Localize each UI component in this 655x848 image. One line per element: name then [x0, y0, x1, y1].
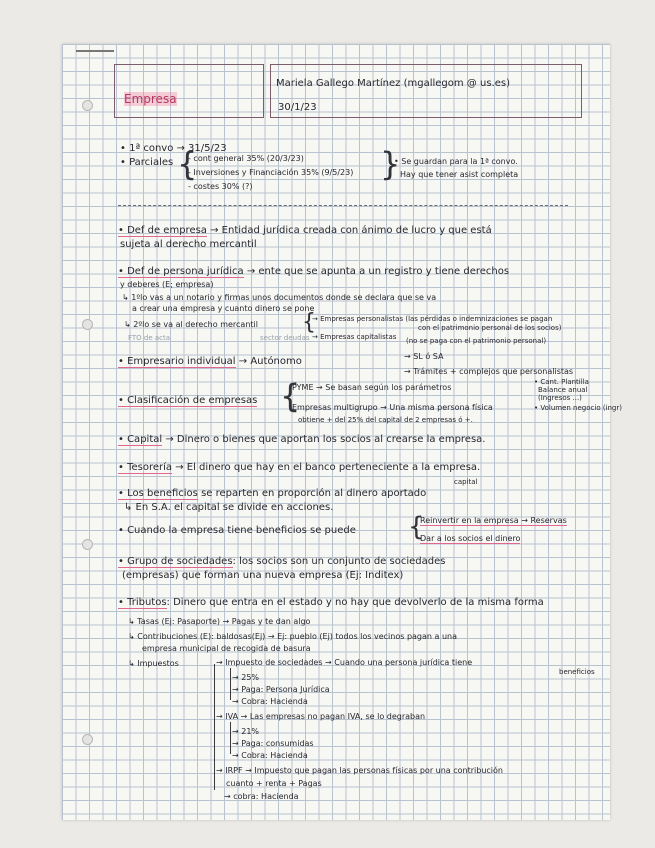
empresario-label: • Empresario individual [118, 356, 236, 367]
empresario-value: → Autónomo [238, 356, 302, 367]
tree-line [230, 668, 231, 700]
partial-item: - Inversiones y Financiación 35% (9/5/23) [188, 168, 354, 177]
partial-item: - cont general 35% (20/3/23) [188, 154, 304, 163]
subject-box [114, 64, 264, 118]
beneficios-text: ↳ En S.A. el capital se divide en acciones. [124, 502, 334, 513]
def-persona-text: ↳ 2ºlo se va al derecho mercantil [124, 320, 258, 329]
iva-line: → IVA → Las empresas no pagan IVA, se lo degraban [216, 712, 426, 721]
partials-label: • Parciales [120, 157, 174, 168]
clasificacion-multigrupo: obtiene + del 25% del capital de 2 empresas ó +. [298, 416, 473, 424]
tesoreria-label: • Tesorería [118, 462, 173, 473]
cuando-option: Reinvertir en la empresa → Reservas [420, 516, 567, 525]
persona-sl: → SL ó SA [404, 352, 444, 361]
pyme-note: • Cant. Plantilla [534, 378, 589, 386]
cuando-label: • Cuando la empresa tiene beneficios se puede [118, 525, 356, 536]
def-persona-text: ↳ 1ºlo vas a un notario y firmas unos documentos donde se declara que se va [122, 293, 437, 302]
first-exam-date: • 1ª convo → 31/5/23 [120, 143, 227, 154]
binder-hole [82, 539, 93, 550]
info-box [270, 64, 582, 118]
author-line: Mariela Gallego Martínez (mgallegom @ us.es) [276, 78, 510, 89]
persona-branch: con el patrimonio personal de los socios) [418, 324, 562, 332]
grupo-text: (empresas) que forman una nueva empresa (Ej: Inditex) [122, 570, 404, 581]
def-persona-text: a crear una empresa y cuanto dinero se pone [132, 304, 315, 313]
sociedades-note: beneficios [559, 668, 595, 676]
def-empresa-text: → Entidad jurídica creada con ánimo de lucro y que está [210, 225, 492, 236]
binder-hole [82, 319, 93, 330]
persona-branch: → Empresas personalistas (las pérdidas o indemnizaciones se pagan [312, 315, 553, 323]
tasas-line: ↳ Tasas (Ej: Pasaporte) → Pagas y te dan algo [128, 617, 311, 626]
separator [118, 205, 568, 206]
capital-text: → Dinero o bienes que aportan los socios al crearse la empresa. [165, 434, 486, 445]
brace: { [302, 310, 316, 335]
clasificacion-pyme: PYME → Se basan según los parámetros [292, 383, 452, 392]
def-persona-text: y deberes (E; empresa) [120, 280, 214, 289]
date-line: 30/1/23 [278, 102, 317, 113]
iva-detail: → Cobra: Hacienda [232, 751, 308, 760]
beneficios-label: • Los beneficios [118, 488, 198, 499]
impuestos-label: ↳ Impuestos [128, 659, 179, 668]
contribuciones-line: ↳ Contribuciones (E): baldosas(Ej) → Ej: pueblo (Ej) todos los vecinos pagan a una [128, 632, 458, 641]
binder-hole [82, 734, 93, 745]
clasificacion-label: • Clasificación de empresas [118, 395, 258, 406]
tributos-text: : Dinero que entra en el estado y no hay que devolverlo de la misma forma [166, 597, 544, 608]
tesoreria-text: → El dinero que hay en el banco perteneciente a la empresa. [175, 462, 481, 473]
def-persona-label: • Def de persona jurídica [118, 266, 244, 277]
clasificacion-multigrupo: Empresas multigrupo → Una misma persona física [292, 403, 493, 412]
irpf-detail: cuanto + renta + Pagas [226, 779, 322, 788]
sociedades-detail: → Paga: Persona Jurídica [232, 685, 330, 694]
binder-hole [82, 100, 93, 111]
capital-label: • Capital [118, 434, 163, 445]
brace: { [280, 377, 301, 415]
tree-line [230, 722, 231, 754]
persona-branch: → Empresas capitalistas [312, 333, 397, 341]
beneficios-insert: capital [454, 478, 478, 486]
tributos-label: • Tributos [118, 597, 167, 608]
iva-detail: → 21% [232, 727, 260, 736]
contribuciones-line: empresa municipal de recogida de basura [142, 644, 311, 653]
def-persona-text: → ente que se apunta a un registro y tiene derechos [246, 266, 510, 277]
persona-branch: (no se paga con el patrimonio personal) [406, 337, 547, 345]
pyme-note: Balance anual [538, 386, 588, 394]
sociedades-detail: → Cobra: Hacienda [232, 697, 308, 706]
brace-right: } [380, 145, 401, 183]
irpf-line: → IRPF → Impuesto que pagan las personas físicas por una contribución [216, 766, 503, 775]
beneficios-text: se reparten en proporción al dinero aportado [201, 488, 427, 499]
staple-mark [76, 50, 114, 52]
def-empresa-label: • Def de empresa [118, 225, 207, 236]
irpf-detail: → cobra: Hacienda [224, 792, 299, 801]
pyme-note: • Volumen negocio (ingr) [534, 404, 622, 412]
sociedades-line: → Impuesto de sociedades → Cuando una persona jurídica tiene [216, 658, 473, 667]
pyme-note: (Ingresos ...) [538, 394, 582, 402]
notebook-page [62, 44, 622, 820]
brace: { [408, 512, 425, 542]
faded-note: FTO de acta [128, 334, 171, 342]
partials-note: • Se guardan para la 1ª convo. [394, 157, 518, 166]
grupo-text: : los socios son un conjunto de sociedades [232, 556, 446, 567]
grupo-label: • Grupo de sociedades [118, 556, 233, 567]
tree-line [214, 664, 215, 790]
persona-tramites: → Trámites + complejos que personalistas [404, 367, 574, 376]
partial-item: - costes 30% (?) [188, 182, 253, 191]
brace-left: { [177, 145, 198, 183]
sociedades-detail: → 25% [232, 673, 260, 682]
partials-note: Hay que tener asist completa [400, 170, 519, 179]
subject-title: Empresa [124, 92, 177, 106]
cuando-option: Dar a los socios el dinero [420, 534, 521, 543]
faded-note: sector deudas [260, 334, 310, 342]
def-empresa-text: sujeta al derecho mercantil [120, 239, 257, 250]
iva-detail: → Paga: consumidas [232, 739, 314, 748]
